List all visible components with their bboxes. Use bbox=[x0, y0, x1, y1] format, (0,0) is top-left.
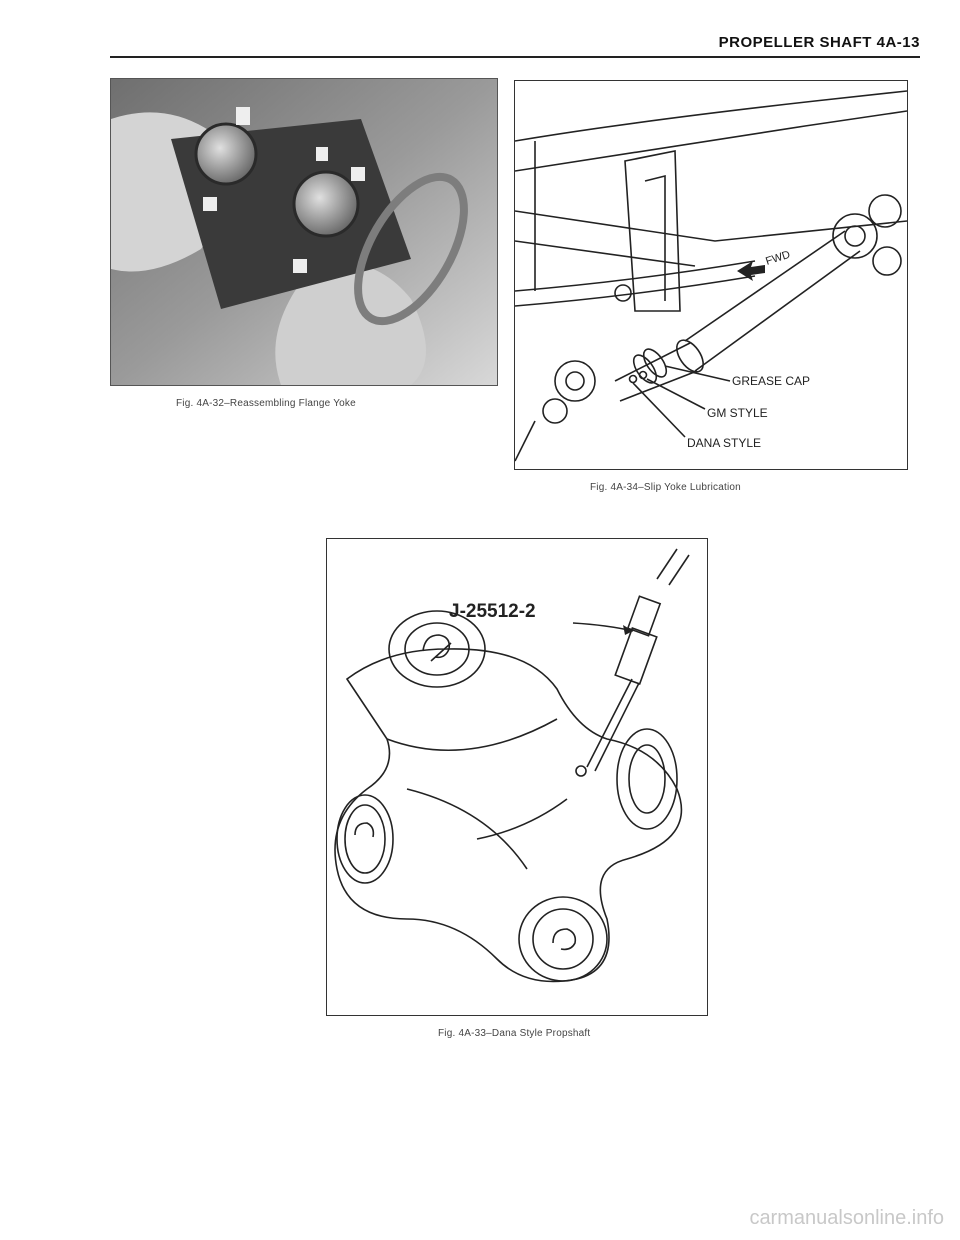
flange-yoke-photo bbox=[111, 79, 497, 385]
callout-grease-cap: GREASE CAP bbox=[732, 374, 811, 388]
callout-gm-style: GM STYLE bbox=[707, 406, 768, 420]
figure-slip-yoke-lubrication bbox=[514, 80, 908, 470]
figure-flange-yoke-photo bbox=[110, 78, 498, 386]
caption-fig-33: Fig. 4A-33–Dana Style Propshaft bbox=[438, 1028, 591, 1039]
tool-label-j-25512-2: J-25512-2 bbox=[449, 601, 536, 622]
slip-yoke-drawing bbox=[515, 81, 907, 469]
callout-dana-style: DANA STYLE bbox=[687, 436, 762, 450]
figure-dana-style-propshaft bbox=[326, 538, 708, 1016]
callout-fwd: FWD bbox=[764, 248, 792, 268]
caption-fig-32: Fig. 4A-32–Reassembling Flange Yoke bbox=[176, 398, 356, 409]
page-header bbox=[110, 34, 920, 58]
page-title: PROPELLER SHAFT 4A-13 bbox=[718, 34, 920, 51]
caption-fig-34: Fig. 4A-34–Slip Yoke Lubrication bbox=[590, 482, 741, 493]
dana-propshaft-drawing bbox=[327, 539, 707, 1015]
watermark: carmanualsonline.info bbox=[749, 1207, 944, 1229]
